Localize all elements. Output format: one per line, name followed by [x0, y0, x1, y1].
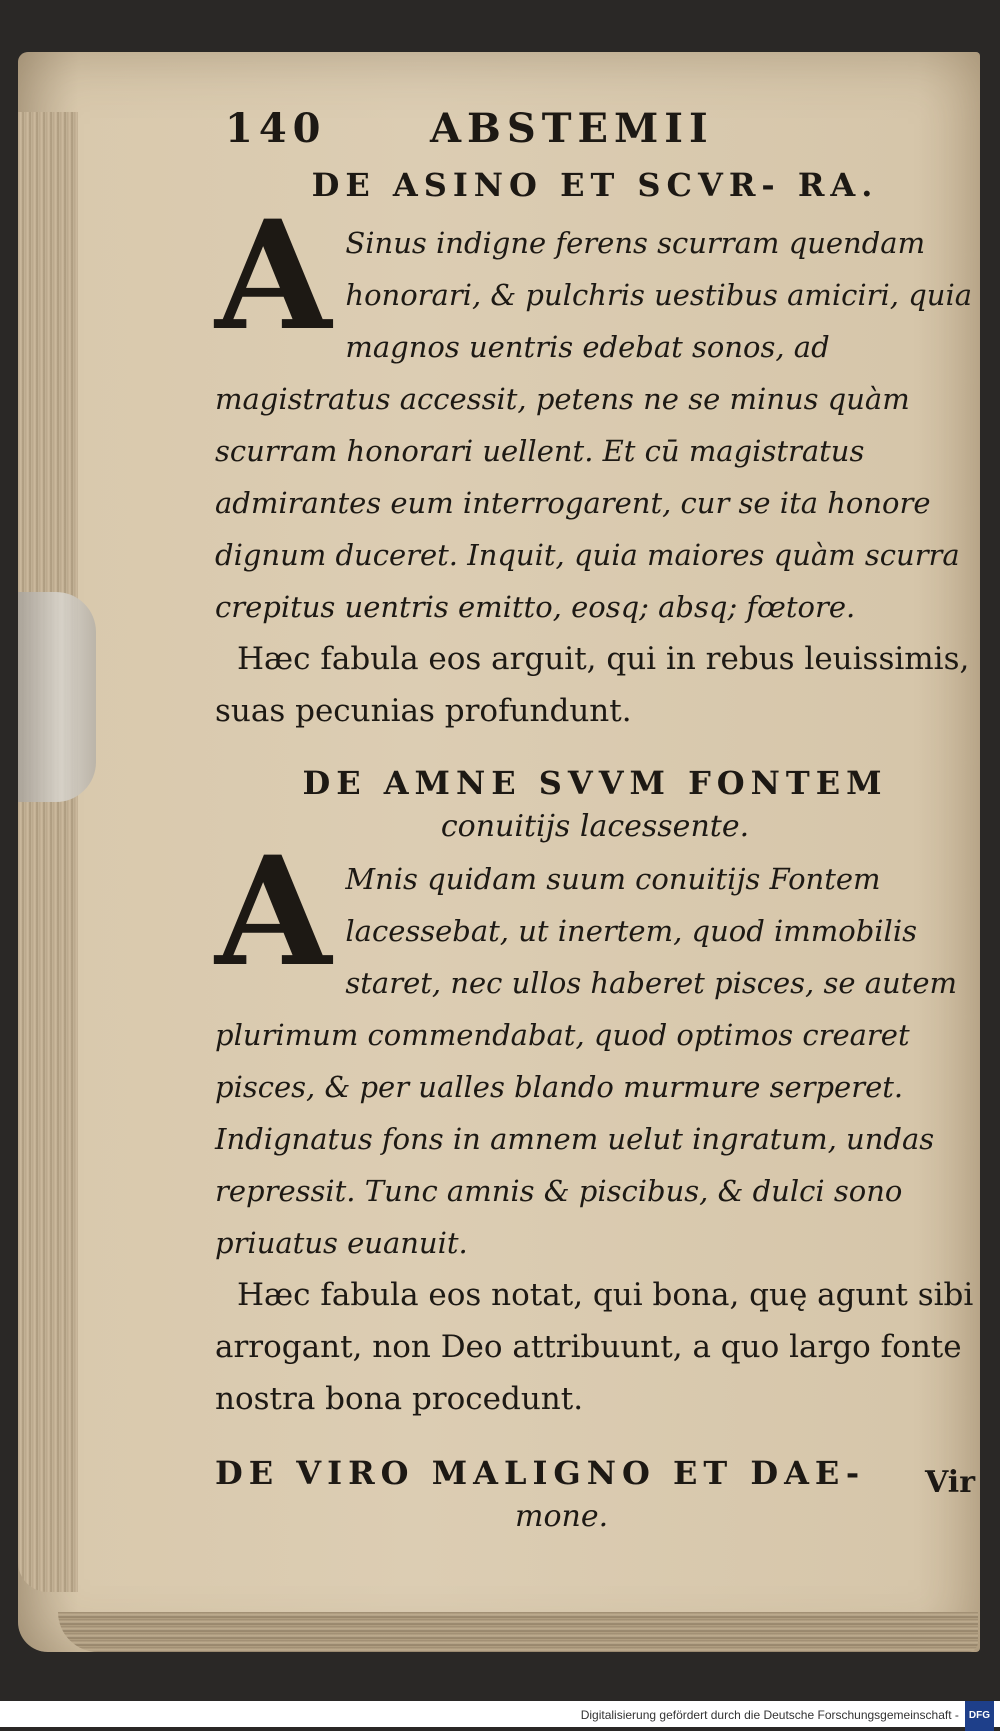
footer-bar: [0, 1701, 1000, 1727]
fable-text-2: Mnis quidam suum conuitijs Fontem lacessebat, ut inertem, quod immobilis staret, nec ullos haberet pisces, se autem plurimum commendabat, quod optimos crearet pisces, & per ualles blando murmure serperet. Indignatus fons in amnem uelut ingratum, undas repressit. Tunc amnis & piscibus, & dulci sono priuatus euanuit.: [215, 862, 957, 1260]
fable-moral-1: Hæc fabula eos arguit, qui in rebus leuissimis, suas pecunias profundunt.: [215, 641, 970, 729]
catchword: Vir: [925, 1465, 975, 1500]
footer-text: Digitalisierung gefördert durch die Deutsche Forschungsgemeinschaft -: [580, 1708, 959, 1723]
text-block: [215, 105, 975, 1537]
fable-body-1: [215, 188, 975, 633]
fable-text-1: Sinus indigne ferens scurram quendam honorari, & pulchris uestibus amiciri, quia magnos uentris edebat sonos, ad magistratus accessit, petens ne se minus quàm scurram honorari uellent. Et cū magistratus admirantes eum interrogarent, cur se ita honore dignum duceret. Inquit, quia maiores quàm scurra crepitus uentris emitto, eosq; absq; fœtore.: [215, 226, 973, 624]
fable-subtitle-3: mone.: [515, 1499, 609, 1534]
fable-title-1: DE ASINO ET SCVR- RA.: [311, 166, 879, 204]
page-bottom-edge: [58, 1612, 978, 1652]
dropcap-2: A: [215, 824, 332, 1000]
fable-moral-2: Hæc fabula eos notat, qui bona, quę agunt sibi arrogant, non Deo attribuunt, a quo largo fonte nostra bona procedunt.: [215, 1277, 974, 1417]
fable-title-3: DE VIRO MALIGNO ET DAE-: [215, 1454, 866, 1492]
page-edge: [18, 112, 78, 1592]
fable-title-2: DE AMNE SVVM FONTEM: [302, 764, 888, 802]
running-head: ABSTEMII: [430, 105, 714, 152]
dropcap-1: A: [215, 188, 332, 364]
dfg-logo-icon: DFG: [965, 1701, 994, 1731]
fable-subtitle-2: conuitijs lacessente.: [440, 809, 750, 844]
page-number: 140: [225, 105, 327, 152]
page-clip: [18, 592, 96, 802]
